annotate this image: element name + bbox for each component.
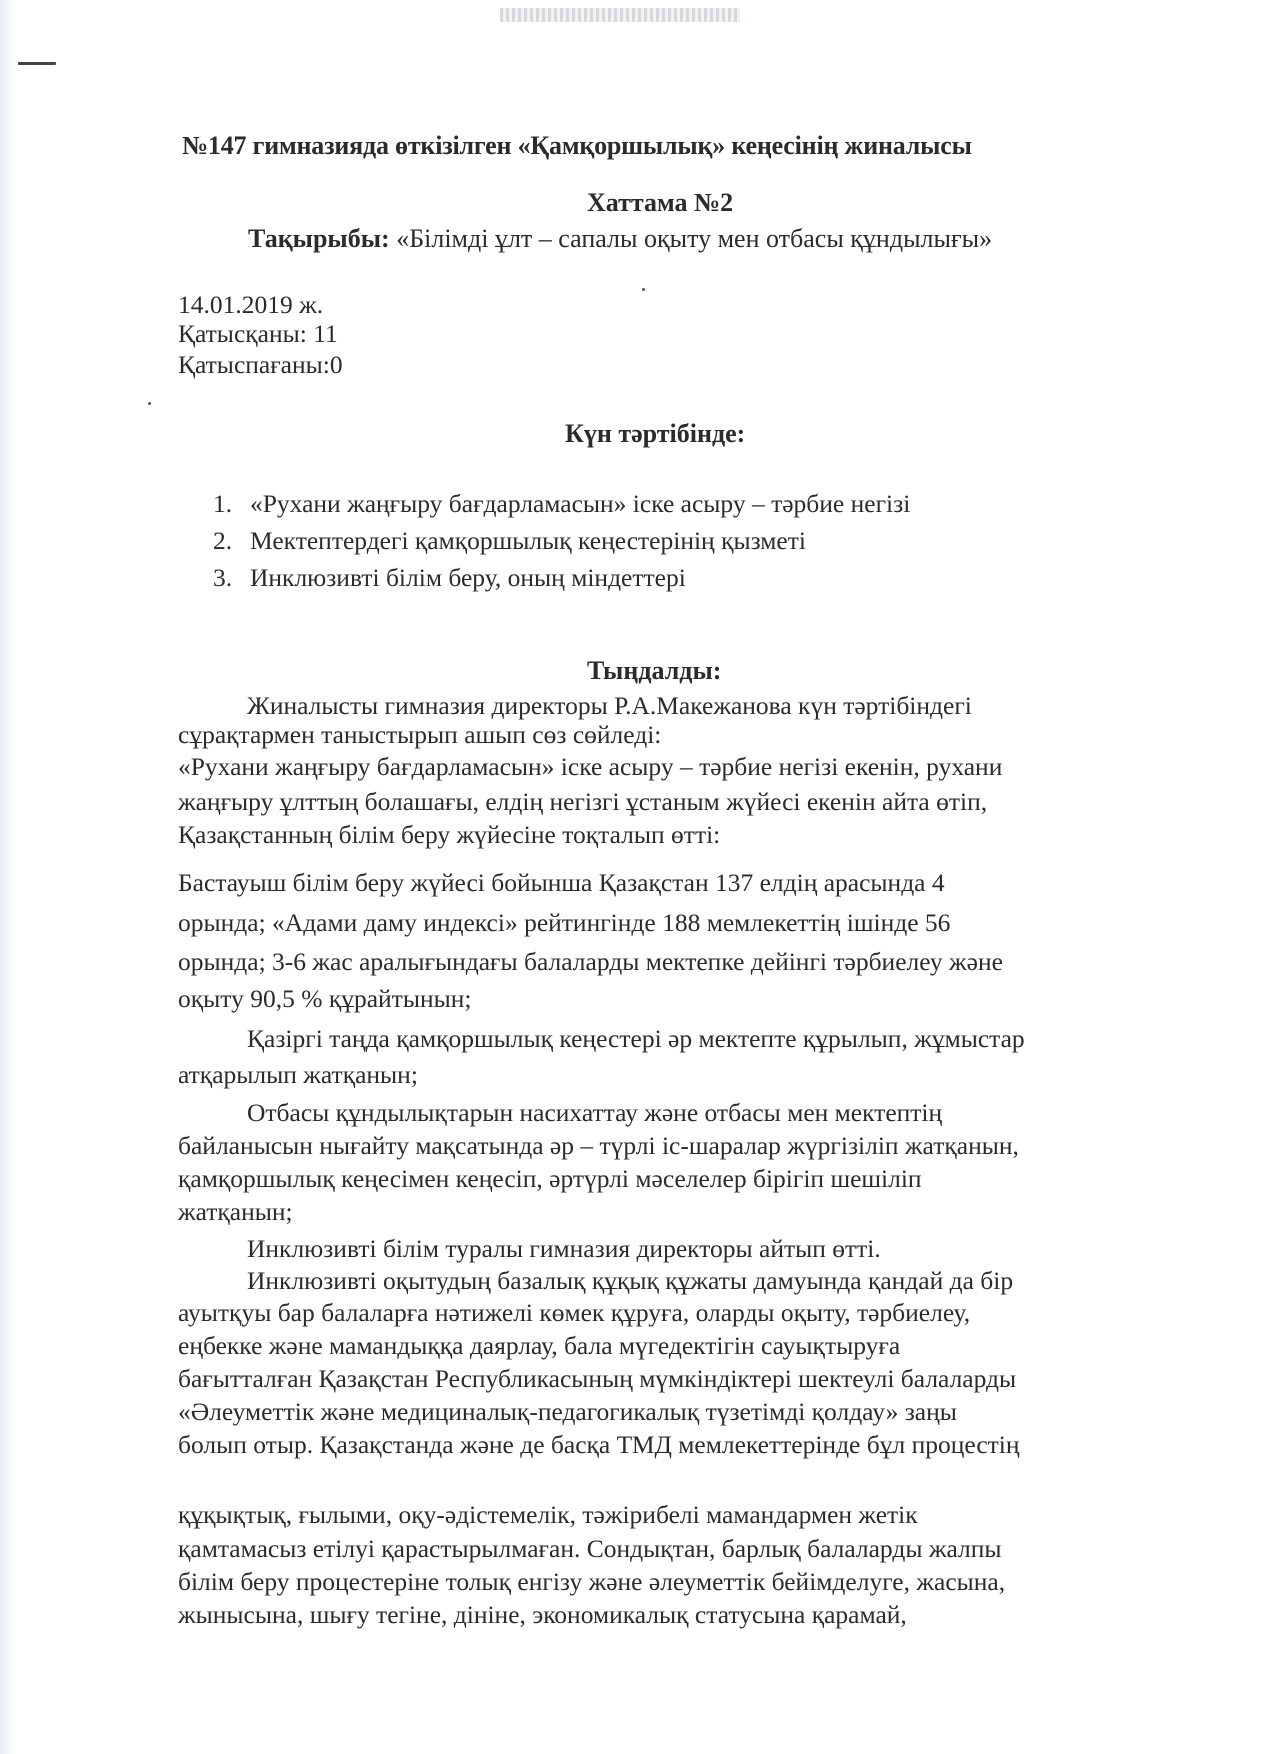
body-line: Инклюзивті оқытудың базалық құқық құжаты дамуында қандай да бір (247, 1266, 1014, 1295)
body-line: орында; «Адами даму индексі» рейтингінде 188 мемлекеттің ішінде 56 (178, 908, 951, 937)
body-line: ауытқуы бар балаларға нәтижелі көмек құруға, оларды оқыту, тәрбиелеу, (178, 1298, 971, 1327)
body-line: Қазақстанның білім беру жүйесіне тоқталып өтті: (178, 820, 721, 849)
body-line: оқыту 90,5 % құрайтынын; (178, 984, 472, 1013)
scan-artifact-top (500, 8, 740, 22)
body-line: «Әлеуметтік және медициналық-педагогикалық түзетімді қолдау» заңы (178, 1397, 957, 1426)
body-line: Отбасы құндылықтарын насихаттау және отбасы мен мектептің (247, 1098, 943, 1127)
agenda-item-text: Инклюзивті білім беру, оның міндеттері (250, 563, 686, 592)
heard-heading: Тыңдалды: (587, 656, 722, 685)
scan-artifact-dash (18, 62, 56, 65)
absent-count: Қатыспағаны:0 (178, 350, 343, 379)
attended-count: Қатысқаны: 11 (178, 319, 338, 348)
body-line: білім беру процестеріне толық енгізу және әлеуметтік бейімделуге, жасына, (178, 1567, 1006, 1596)
agenda-item (213, 491, 910, 517)
topic-label: Тақырыбы: (248, 224, 390, 253)
body-line: жынысына, шығу тегіне, дініне, экономикалық статусына қарамай, (178, 1600, 907, 1629)
agenda-item-number: 3. (213, 563, 233, 592)
agenda-item (213, 528, 806, 554)
agenda-item-text: Мектептердегі қамқоршылық кеңестерінің қызметі (250, 526, 806, 555)
agenda-heading: Күн тәртібінде: (565, 419, 746, 448)
meeting-date: 14.01.2019 ж. (178, 290, 324, 319)
topic-line (248, 226, 992, 252)
body-line: еңбекке және мамандыққа даярлау, бала мүгедектігін сауықтыруға (178, 1331, 901, 1360)
scan-edge-shadow (0, 0, 14, 1754)
agenda-item-text: «Рухани жаңғыру бағдарламасын» іске асыру – тәрбие негізі (250, 489, 911, 518)
body-line: «Рухани жаңғыру бағдарламасын» іске асыру – тәрбие негізі екенін, рухани (178, 752, 1003, 781)
body-line: қамтамасыз етілуі қарастырылмаған. Сондықтан, барлық балаларды жалпы (178, 1534, 1002, 1563)
body-line: Қазіргі таңда қамқоршылық кеңестері әр мектепте құрылып, жұмыстар (247, 1024, 1025, 1053)
body-line: орында; 3-6 жас аралығындағы балаларды мектепке дейінгі тәрбиелеу және (178, 947, 1003, 976)
body-line: болып отыр. Қазақстанда және де басқа ТМД мемлекеттерінде бұл процестің (178, 1430, 1020, 1459)
scan-speck (642, 288, 645, 291)
agenda-item-number: 2. (213, 526, 233, 555)
body-line: Жиналысты гимназия директоры Р.А.Макежанова күн тәртібіндегі (247, 691, 972, 720)
agenda-item (213, 565, 686, 591)
agenda-item-number: 1. (213, 489, 233, 518)
body-line: жатқанын; (178, 1197, 293, 1226)
body-line: байланысын нығайту мақсатында әр – түрлі іс-шаралар жүргізіліп жатқанын, (178, 1131, 1019, 1160)
body-line: қамқоршылық кеңесімен кеңесіп, әртүрлі мәселелер бірігіп шешіліп (178, 1164, 922, 1193)
body-line: құқықтық, ғылыми, оқу-әдістемелік, тәжірибелі мамандармен жетік (178, 1500, 918, 1529)
scan-speck (148, 402, 151, 405)
body-line: атқарылып жатқанын; (178, 1060, 418, 1089)
document-title: №147 гимназияда өткізілген «Қамқоршылық» кеңесінің жиналысы (182, 131, 972, 160)
protocol-number: Хаттама №2 (587, 188, 734, 217)
body-line: бағытталған Қазақстан Республикасының мүмкіндіктері шектеулі балаларды (178, 1364, 1017, 1393)
body-line: Инклюзивті білім туралы гимназия директоры айтып өтті. (247, 1234, 881, 1263)
topic-text: «Білімді ұлт – сапалы оқыту мен отбасы құндылығы» (389, 224, 993, 253)
body-line: Бастауыш білім беру жүйесі бойынша Қазақстан 137 елдің арасында 4 (178, 868, 945, 897)
body-line: жаңғыру ұлттың болашағы, елдің негізгі ұстаным жүйесі екенін айта өтіп, (178, 787, 988, 816)
body-line: сұрақтармен таныстырып ашып сөз сөйледі: (178, 720, 662, 749)
